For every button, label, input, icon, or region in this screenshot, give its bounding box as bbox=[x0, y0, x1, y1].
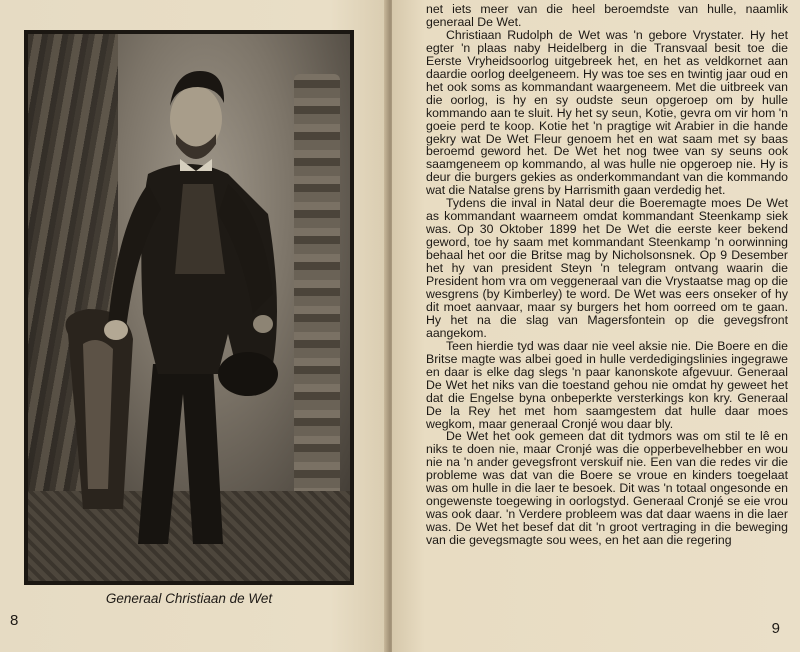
right-page bbox=[392, 0, 800, 652]
photo-image bbox=[28, 34, 350, 581]
standing-man-figure bbox=[28, 34, 350, 581]
body-text bbox=[426, 3, 788, 547]
page-number-left: 8 bbox=[10, 612, 19, 629]
paragraph-2: Christiaan Rudolph de Wet was 'n gebore Vrystater. Hy het egter 'n plaas naby Heidelberg in die Transvaal besit toe die Eerste Vryheidsoorlog uitgebreek het, en het as veldkornet aan daardie oorlog deelgeneem. Hy was toe ses en twintig jaar oud en het ook soms as kommandant waargeneem. Met die uitbreek van die oorlog, is hy en sy oudste seun opgeroep om by hulle kommando aan te sluit. Hy het sy seun, Kotie, gevra om vir hom 'n goeie perd te koop. Kotie het 'n pragtige wit Arabier in die hande gekry wat De Wet Fleur genoem het en wat saam met sy baas beroemd geword het. De Wet het nog twee van sy seuns ook saamgeneem op kommando, al was hulle nie opgeroep nie. Hy is deur die burgers gekies as onderkommandant van die kommando wat die Natalse grens by Harrismith gaan verdedig het. bbox=[426, 27, 788, 198]
photo-caption: Generaal Christiaan de Wet bbox=[105, 591, 273, 606]
paragraph-4: Teen hierdie tyd was daar nie veel aksie nie. Die Boere en die Britse magte was albei goed in hulle verdedigingslinies ingegrawe en daar is elke dag slegs 'n paar kanonskote afgevuur. Generaal De Wet het niks van die toestand gehou nie omdat hy geweet het dat die Engelse byna onbeperkte versterkings kon kry. Generaal De la Rey het met hom saamgestem dat hulle daar moes wegkom, maar generaal Cronjé wou daar bly. bbox=[426, 338, 788, 431]
left-page bbox=[0, 0, 388, 652]
paragraph-5: De Wet het ook gemeen dat dit tydmors was om stil te lê en niks te doen nie, maar Cronjé was die opperbevelhebber en wou nie na 'n ander gevegsfront verskuif nie. Een van die redes vir die probleme was dat van die Boere se vroue en kinders toegelaat was om hulle in die laer te besoek. Dit was 'n totaal ongesonde en ongewenste toegewing in oorlogstyd. Generaal Cronjé se eie vrou was ook daar. 'n Verdere probleem was dat daar waens in die laer was. De Wet het besef dat dit 'n groot vertraging in die beweging van die gevegsmagte sou wees, en het aan die regering bbox=[426, 429, 788, 548]
page-number-right: 9 bbox=[771, 620, 780, 637]
portrait-photo bbox=[24, 30, 354, 585]
paragraph-1: net iets meer van die heel beroemdste van hulle, naamlik generaal De Wet. bbox=[426, 2, 788, 29]
paragraph-3: Tydens die inval in Natal deur die Boeremagte moes De Wet as kommandant waarneem omdat kommandant Steenkamp siek was. Op 30 Oktober 1899 het De Wet die eerste keer bekend geword, toe hy saam met kommandant Steenkamp 'n oorwinning behaal het oor die Britse mag by Nicholsonsnek. Op 9 Desember het hy van president Steyn 'n telegram ontvang waarin die President hom vra om veggeneraal van die Vrystaatse mag op die wesgrens (by Kimberley) te word. De Wet was eers onseker of hy dit moet aanvaar, maar sy burgers het hom oorreed om te gaan. Hy het na die slag van Magersfontein op die gevegsfront aangekom. bbox=[426, 196, 788, 340]
